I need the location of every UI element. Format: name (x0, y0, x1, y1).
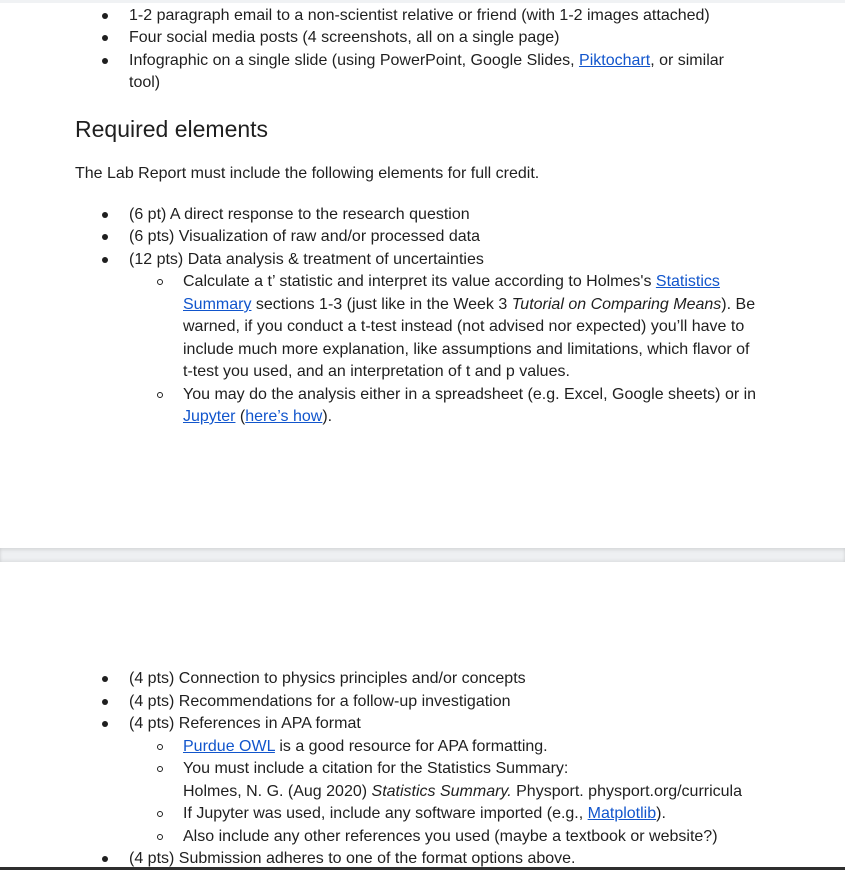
bullet-icon (102, 257, 108, 263)
jupyter-link[interactable]: Jupyter (183, 408, 236, 425)
list-item: (6 pts) Visualization of raw and/or processed data (129, 228, 481, 245)
sub-bullet-icon (157, 279, 163, 285)
matplotlib-link[interactable]: Matplotlib (587, 805, 657, 822)
citation-line: Holmes, N. G. (Aug 2020) Statistics Summary. Physport. physport.org/curricula (183, 783, 743, 800)
section-heading: Required elements (75, 116, 269, 142)
bullet-icon (102, 721, 108, 727)
list-item: (12 pts) Data analysis & treatment of uncertainties (129, 251, 484, 268)
sub-item-line: Calculate a t’ statistic and interpret its value according to Holmes's Statistics (183, 273, 720, 290)
list-item: (4 pts) Connection to physics principles and/or concepts (129, 670, 526, 687)
bullet-icon (102, 212, 108, 218)
sub-item-line: warned, if you conduct a t-test instead (not advised nor expected) you’ll have to (183, 318, 745, 335)
sub-item-line: Also include any other references you used (maybe a textbook or website?) (183, 828, 718, 845)
piktochart-link[interactable]: Piktochart (579, 52, 651, 69)
bullet-icon (102, 35, 108, 41)
statistics-summary-link[interactable]: Summary (183, 296, 252, 313)
sub-item-line: You may do the analysis either in a spreadsheet (e.g. Excel, Google sheets) or in (183, 386, 757, 403)
sub-item-line: Jupyter (here’s how). (183, 408, 333, 425)
intro-paragraph: The Lab Report must include the following elements for full credit. (75, 165, 540, 182)
list-item: (4 pts) Submission adheres to one of the format options above. (129, 850, 576, 867)
page-break (0, 548, 845, 562)
list-item: (6 pt) A direct response to the research question (129, 206, 470, 223)
list-item-infographic: Infographic on a single slide (using PowerPoint, Google Slides, Piktochart, or similar (129, 52, 724, 69)
page-top-edge (0, 0, 845, 3)
purdue-owl-link[interactable]: Purdue OWL (183, 738, 275, 755)
sub-item-line: Summary sections 1-3 (just like in the Week 3 Tutorial on Comparing Means). Be (183, 296, 756, 313)
list-item: (4 pts) References in APA format (129, 715, 361, 732)
sub-bullet-icon (157, 834, 163, 840)
sub-bullet-icon (157, 766, 163, 772)
list-item: 1-2 paragraph email to a non-scientist relative or friend (with 1-2 images attached) (129, 7, 710, 24)
sub-bullet-icon (157, 811, 163, 817)
bullet-icon (102, 13, 108, 19)
sub-bullet-icon (157, 392, 163, 398)
heres-how-link[interactable]: here’s how (245, 408, 323, 425)
document-page-2 (0, 562, 845, 870)
sub-item-line: include much more explanation, like assumptions and limitations, which flavor of (183, 341, 750, 358)
bullet-icon (102, 856, 108, 862)
sub-item-line: t-test you used, and an interpretation of t and p values. (183, 363, 570, 380)
sub-item-line: Purdue OWL is a good resource for APA formatting. (183, 738, 548, 755)
bullet-icon (102, 58, 108, 64)
sub-item-line: If Jupyter was used, include any software imported (e.g., Matplotlib). (183, 805, 666, 822)
list-item: (4 pts) Recommendations for a follow-up investigation (129, 693, 511, 710)
sub-bullet-icon (157, 744, 163, 750)
statistics-summary-link[interactable]: Statistics (655, 273, 720, 290)
list-item-continuation: tool) (129, 74, 161, 91)
bullet-icon (102, 234, 108, 240)
sub-item-line: You must include a citation for the Statistics Summary: (183, 760, 569, 777)
list-item: Four social media posts (4 screenshots, all on a single page) (129, 29, 560, 46)
bullet-icon (102, 699, 108, 705)
bullet-icon (102, 676, 108, 682)
